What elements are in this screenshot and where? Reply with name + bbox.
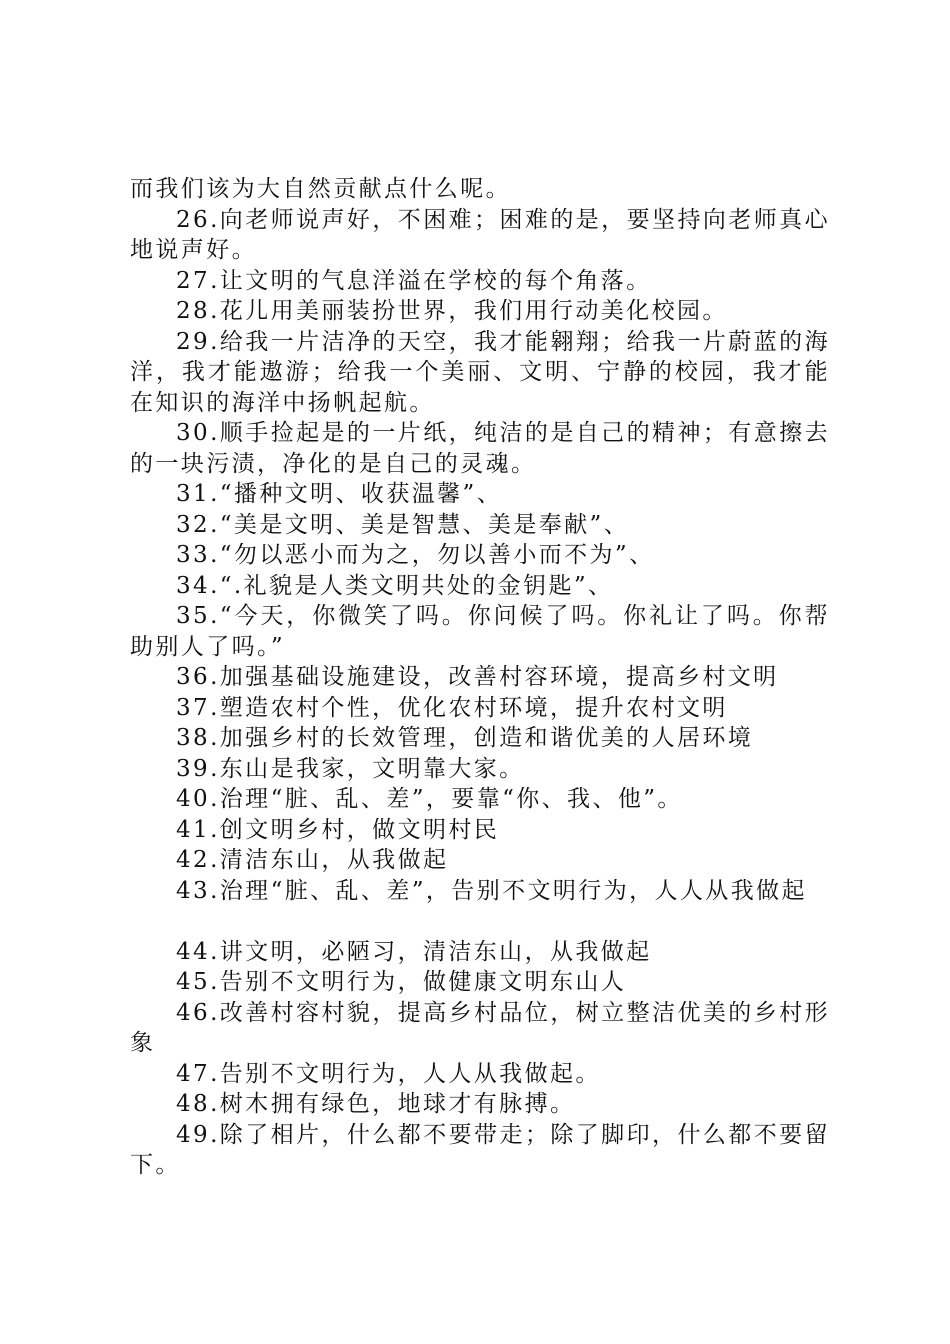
paragraph-item-30: 30.顺手捡起是的一片纸，纯洁的是自己的精神；有意擦去的一块污渍，净化的是自己的灵魂。 [130, 420, 830, 477]
paragraph-item-31: 31.“播种文明、收获温馨”、 [176, 481, 503, 507]
paragraph-continuation: 而我们该为大自然贡献点什么呢。 [130, 176, 511, 202]
paragraph-item-46: 46.改善村容村貌，提高乡村品位，树立整洁优美的乡村形象 [130, 999, 830, 1056]
paragraph-item-34: 34.“.礼貌是人类文明共处的金钥匙”、 [176, 572, 614, 599]
paragraph-item-49: 49.除了相片，什么都不要带走；除了脚印，什么都不要留下。 [130, 1121, 830, 1178]
paragraph-item-39: 39.东山是我家，文明靠大家。 [176, 755, 525, 782]
document-body [130, 174, 830, 1181]
paragraph-item-28: 28.花儿用美丽装扮世界，我们用行动美化校园。 [176, 298, 728, 324]
paragraph-item-40: 40.治理“脏、乱、差”，要靠“你、我、他”。 [176, 786, 683, 812]
paragraph-item-45: 45.告别不文明行为，做健康文明东山人 [176, 969, 627, 995]
paragraph-item-32: 32.“美是文明、美是智慧、美是奉献”、 [176, 511, 630, 538]
paragraph-item-27: 27.让文明的气息洋溢在学校的每个角落。 [176, 267, 652, 294]
paragraph-item-26: 26.向老师说声好，不困难；困难的是，要坚持向老师真心地说声好。 [130, 206, 830, 263]
paragraph-item-33: 33.“勿以恶小而为之，勿以善小而不为”、 [176, 542, 655, 568]
paragraph-item-44: 44.讲文明，必陋习，清洁东山，从我做起 [176, 938, 652, 965]
paragraph-item-42: 42.清洁东山，从我做起 [176, 847, 449, 873]
paragraph-item-47: 47.告别不文明行为，人人从我做起。 [176, 1060, 601, 1087]
paragraph-item-48: 48.树木拥有绿色，地球才有脉搏。 [176, 1091, 576, 1117]
paragraph-item-37: 37.塑造农村个性，优化农村环境，提升农村文明 [176, 694, 728, 721]
paragraph-item-36: 36.加强基础设施建设，改善村容环境，提高乡村文明 [176, 664, 779, 690]
paragraph-item-43: 43.治理“脏、乱、差”，告别不文明行为，人人从我做起 [176, 877, 807, 904]
paragraph-item-35: 35.“今天，你微笑了吗。你问候了吗。你礼让了吗。你帮助别人了吗。” [130, 603, 830, 660]
paragraph-item-38: 38.加强乡村的长效管理，创造和谐优美的人居环境 [176, 725, 754, 751]
paragraph-item-29: 29.给我一片洁净的天空，我才能翱翔；给我一片蔚蓝的海洋，我才能遨游；给我一个美丽、文明、宁静的校园，我才能在知识的海洋中扬帆起航。 [130, 328, 830, 416]
paragraph-item-41: 41.创文明乡村，做文明村民 [176, 816, 500, 843]
